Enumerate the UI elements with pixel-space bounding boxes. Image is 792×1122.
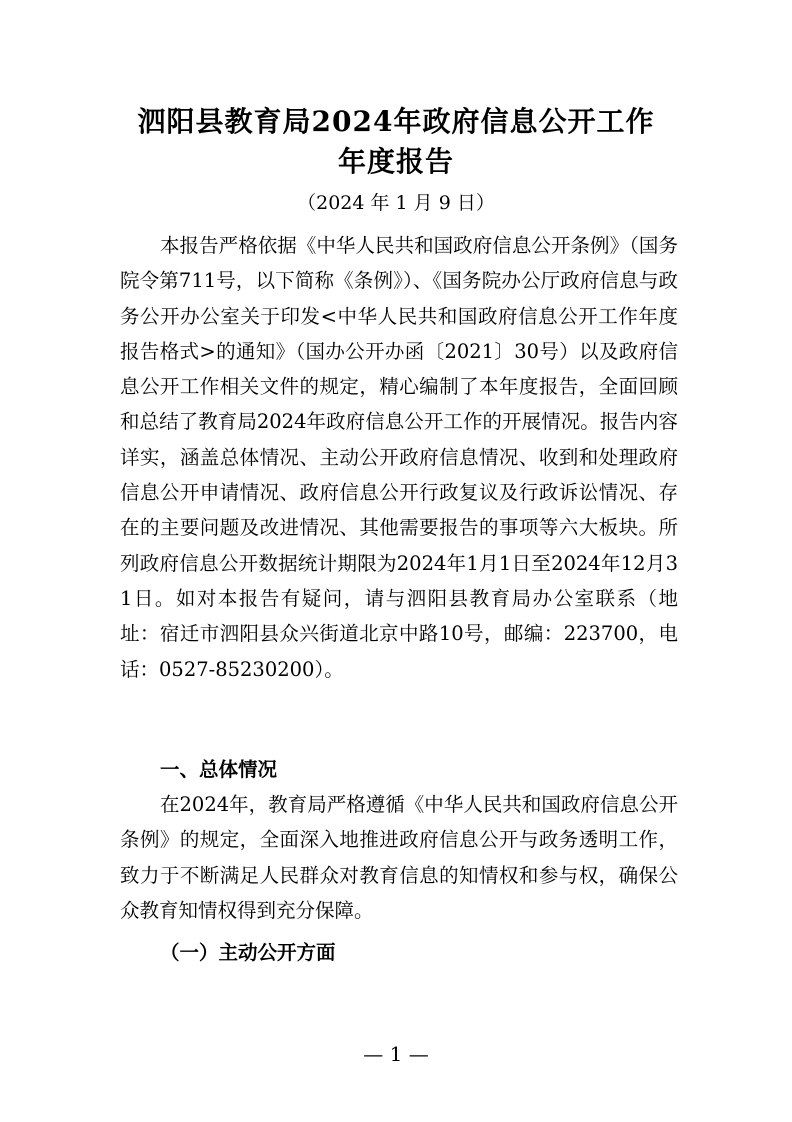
section-heading-overview: 一、总体情况	[160, 758, 278, 781]
report-title-line-2: 年度报告	[337, 145, 454, 178]
report-date: （2024 年 1 月 9 日）	[297, 192, 495, 214]
overview-paragraph: 在2024年，教育局严格遵循《中华人民共和国政府信息公开条例》的规定，全面深入地推进政府信息公开与政务透明工作，致力于不断满足人民群众对教育信息的知情权和参与权，确保公众教育知情权得到充分保障。	[120, 793, 678, 922]
subsection-heading-proactive-disclosure: （一）主动公开方面	[160, 941, 336, 964]
report-title-line-1: 泗阳县教育局2024年政府信息公开工作	[137, 105, 655, 138]
page-number: — 1 —	[363, 1042, 429, 1066]
intro-paragraph: 本报告严格依据《中华人民共和国政府信息公开条例》（国务院令第711号，以下简称《条例》）、《国务院办公厅政府信息与政务公开办公室关于印发<中华人民共和国政府信息公开工作年度报告格式>的通知》（国办公开办函〔2021〕30号）以及政府信息公开工作相关文件的规定，精心编制了本年度报告，全面回顾和总结了教育局2024年政府信息公开工作的开展情况。报告内容详实，涵盖总体情况、主动公开政府信息情况、收到和处理政府信息公开申请情况、政府信息公开行政复议及行政诉讼情况、存在的主要问题及改进情况、其他需要报告的事项等六大板块。所列政府信息公开数据统计期限为2024年1月1日至2024年12月31日。如对本报告有疑问，请与泗阳县教育局办公室联系（地址：宿迁市泗阳县众兴街道北京中路10号，邮编：223700，电话：0527-85230200）。	[120, 234, 678, 681]
